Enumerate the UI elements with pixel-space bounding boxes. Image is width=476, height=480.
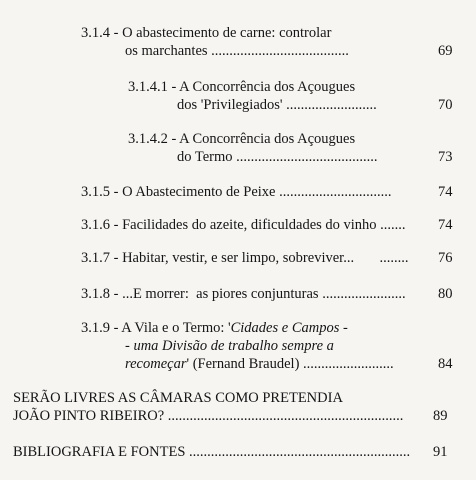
toc-entry-title: 3.1.7 - Habitar, vestir, e ser limpo, sobreviver... ........ [81,250,409,266]
toc-entry-attribution: ' (Fernand Braudel) ......................... [186,356,394,372]
toc-entry-serao-livres[interactable] [13,389,448,425]
toc-entry-italic-title: Cidades e Campos - [230,320,348,336]
toc-entry-3-1-4[interactable] [81,24,453,60]
toc-entry-3-1-8[interactable] [81,285,453,303]
toc-entry-title: BIBLIOGRAFIA E FONTES ............................................................. [13,444,411,460]
toc-entry-title: 3.1.4 - O abastecimento de carne: controlar [81,25,332,41]
toc-entry-3-1-4-1[interactable] [128,78,453,114]
toc-entry-title-prefix: 3.1.9 - A Vila e o Termo: ' [81,320,231,336]
toc-page-number: 69 [438,43,453,59]
toc-entry-continuation: JOÃO PINTO RIBEIRO? ................................................................. [13,408,404,424]
toc-entry-title-line-3 [81,355,394,373]
toc-entry-title: 3.1.5 - O Abastecimento de Peixe ............................... [81,184,392,200]
toc-entry-3-1-7[interactable] [81,249,453,267]
toc-entry-3-1-6[interactable] [81,216,453,234]
toc-entry-title-line-2 [81,337,394,355]
toc-entry-bibliografia[interactable] [13,443,448,461]
toc-page-number: 80 [438,286,453,302]
toc-page-number: 70 [438,97,453,113]
toc-page-number: 74 [438,217,453,233]
toc-entry-italic-title: - uma Divisão de trabalho sempre a [125,338,334,354]
toc-entry-3-1-4-2[interactable] [128,130,453,166]
toc-entry-title-line-1 [81,319,394,337]
toc-entry-continuation: dos 'Privilegiados' ......................... [177,97,377,113]
toc-entry-title: 3.1.4.2 - A Concorrência dos Açougues [128,131,356,147]
toc-entry-continuation: os marchantes ...................................... [125,43,349,59]
toc-entry-title: SERÃO LIVRES AS CÂMARAS COMO PRETENDIA [13,390,343,406]
toc-page-number: 76 [438,250,453,266]
toc-entry-title: 3.1.8 - ...E morrer: as piores conjunturas ....................... [81,286,406,302]
toc-entry-title: 3.1.4.1 - A Concorrência dos Açougues [128,79,356,95]
toc-page-number: 89 [433,408,448,424]
toc-entry-italic-title: recomeçar [125,356,187,372]
toc-page-number: 91 [433,444,448,460]
toc-entry-title: 3.1.6 - Facilidades do azeite, dificuldades do vinho ....... [81,217,406,233]
toc-entry-3-1-9[interactable] [81,319,453,373]
toc-entry-3-1-5[interactable] [81,183,453,201]
toc-page-number: 74 [438,184,453,200]
toc-page-number: 73 [438,149,453,165]
toc-page-number: 84 [438,356,453,372]
toc-entry-continuation: do Termo ....................................... [177,149,378,165]
